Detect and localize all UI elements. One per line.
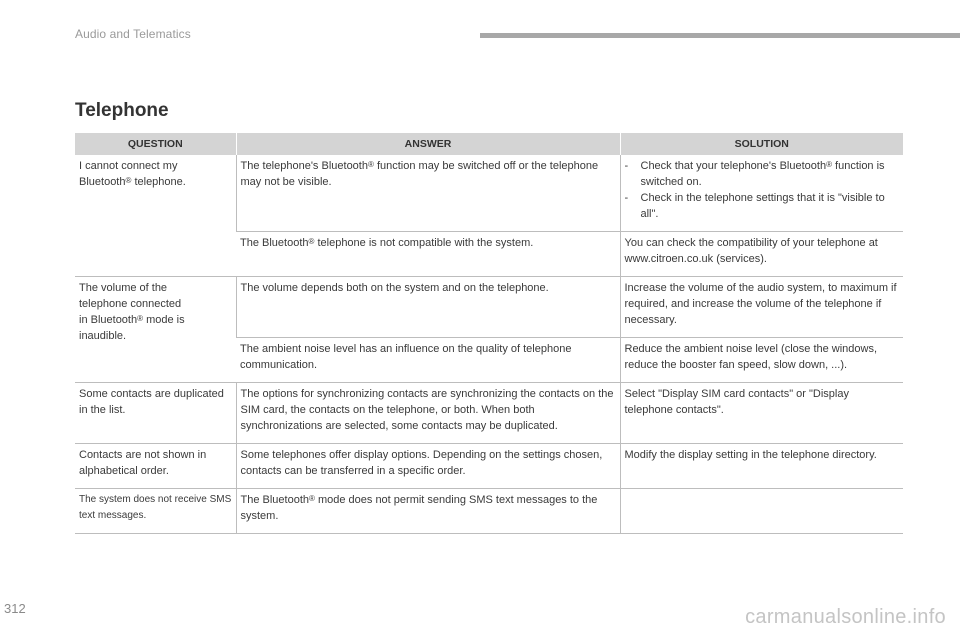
table-row [75, 277, 903, 338]
question-cell: I cannot connect my Bluetooth® telephone. [75, 155, 236, 277]
solution-cell: You can check the compatibility of your telephone at www.citroen.co.uk (services). [620, 232, 903, 277]
column-header-solution: SOLUTION [620, 133, 903, 155]
answer-cell: The ambient noise level has an influence on the quality of telephone communication. [236, 338, 620, 383]
table-row [75, 383, 903, 444]
question-cell: The system does not receive SMS text messages. [75, 489, 236, 534]
answer-cell: Some telephones offer display options. Depending on the settings chosen, contacts can be transferred in a specific order. [236, 444, 620, 489]
section-header: Audio and Telematics [75, 27, 191, 41]
table-row [75, 155, 903, 232]
solution-cell: Increase the volume of the audio system, to maximum if required, and increase the volume of the telephone if necessary. [620, 277, 903, 338]
solution-cell [620, 489, 903, 534]
table-header-row [75, 133, 903, 155]
solution-cell: Select "Display SIM card contacts" or "Display telephone contacts". [620, 383, 903, 444]
question-cell: The volume of the telephone connected in Bluetooth® mode is inaudible. [75, 277, 236, 383]
solution-cell: Modify the display setting in the telephone directory. [620, 444, 903, 489]
answer-cell: The volume depends both on the system and on the telephone. [236, 277, 620, 338]
page-title: Telephone [75, 100, 169, 121]
column-header-question: QUESTION [75, 133, 236, 155]
section-divider-bar [480, 33, 960, 38]
question-cell: Some contacts are duplicated in the list. [75, 383, 236, 444]
question-cell: Contacts are not shown in alphabetical order. [75, 444, 236, 489]
answer-cell: The options for synchronizing contacts are synchronizing the contacts on the SIM card, the contacts on the telephone, or both. When both synchronizations are selected, some contacts may be duplicated. [236, 383, 620, 444]
table-row [75, 489, 903, 534]
solution-bullet: - Check in the telephone settings that it is "visible to all". [624, 192, 885, 220]
table-row [75, 444, 903, 489]
answer-cell: The Bluetooth® mode does not permit sending SMS text messages to the system. [236, 489, 620, 534]
solution-cell [620, 155, 903, 232]
solution-cell: Reduce the ambient noise level (close the windows, reduce the booster fan speed, slow down, ...). [620, 338, 903, 383]
watermark: carmanualsonline.info [745, 606, 946, 628]
solution-bullet: - Check that your telephone's Bluetooth® function is switched on. [624, 160, 885, 188]
page-number: 312 [4, 601, 26, 616]
faq-table [75, 133, 903, 534]
answer-cell: The telephone's Bluetooth® function may be switched off or the telephone may not be visible. [236, 155, 620, 232]
answer-cell: The Bluetooth® telephone is not compatible with the system. [236, 232, 620, 277]
column-header-answer: ANSWER [236, 133, 620, 155]
